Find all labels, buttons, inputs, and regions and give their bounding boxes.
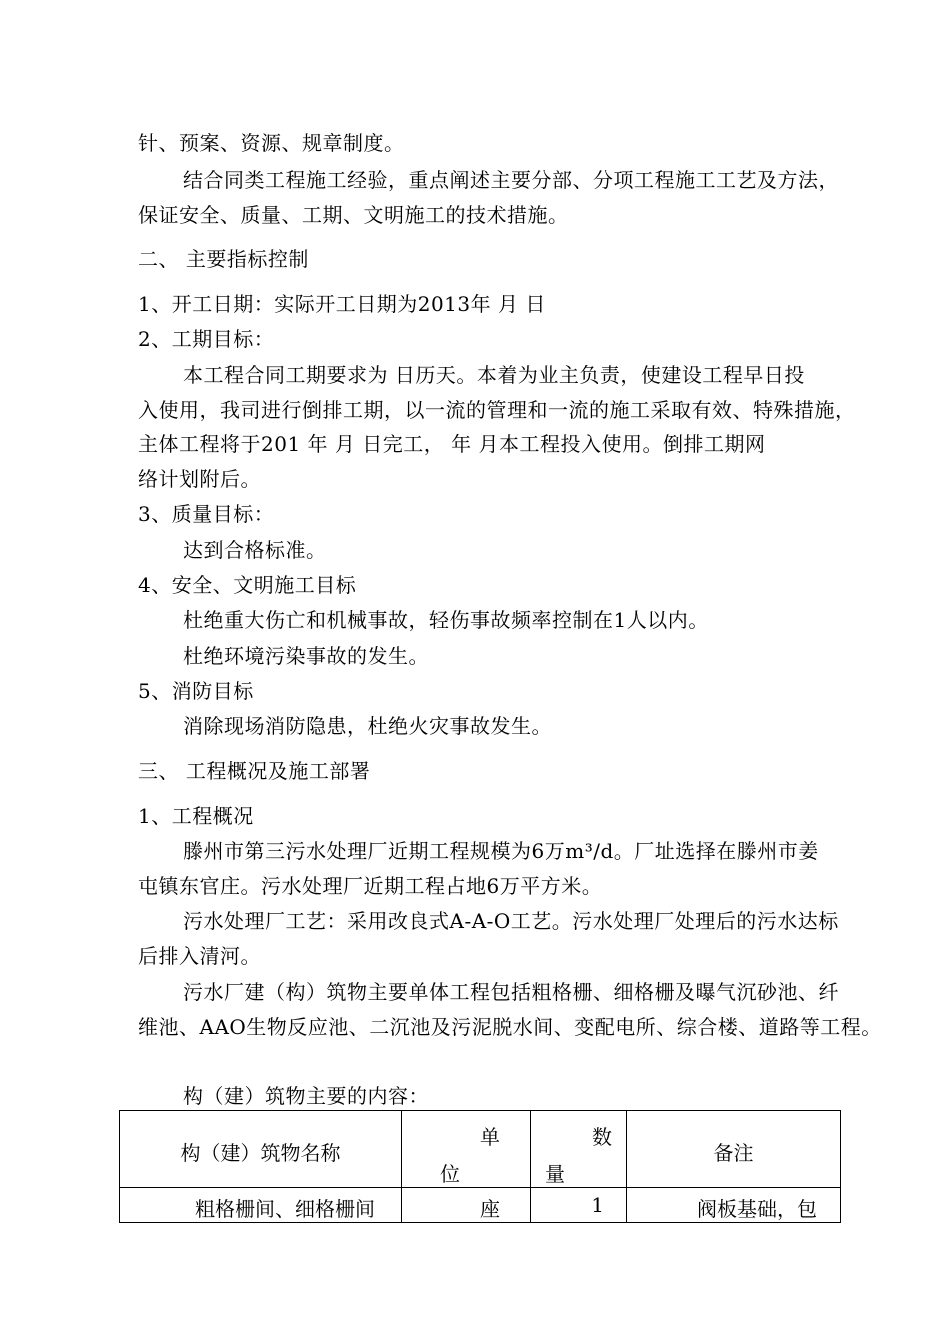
- row-note: 阀板基础，包: [697, 1197, 817, 1221]
- body-line: 针、预案、资源、规章制度。: [138, 131, 405, 155]
- row-name: 粗格栅间、细格栅间: [195, 1197, 375, 1221]
- table-row: [120, 1188, 841, 1223]
- body-line: 杜绝重大伤亡和机械事故，轻伤事故频率控制在1人以内。: [183, 608, 709, 632]
- body-line: 络计划附后。: [138, 467, 261, 491]
- body-line: 屯镇东官庄。污水处理厂近期工程占地6万平方米。: [138, 874, 603, 898]
- row-qty-cell: [531, 1188, 627, 1223]
- header-name: 构（建）筑物名称: [180, 1141, 341, 1165]
- body-line: 主体工程将于201 年 月 日完工， 年 月本工程投入使用。倒排工期网: [138, 432, 766, 456]
- header-note-cell: [627, 1111, 841, 1188]
- body-line: 本工程合同工期要求为 日历天。本着为业主负责，使建设工程早日投: [183, 363, 805, 387]
- body-line: 杜绝环境污染事故的发生。: [183, 644, 429, 668]
- header-note: 备注: [713, 1141, 754, 1165]
- section-heading: 二、 主要指标控制: [138, 247, 309, 271]
- body-line: 达到合格标准。: [183, 538, 327, 562]
- table-caption: 构（建）筑物主要的内容：: [183, 1084, 429, 1108]
- row-qty: 1: [591, 1193, 604, 1217]
- body-line: 污水厂建（构）筑物主要单体工程包括粗格栅、细格栅及曝气沉砂池、纤: [183, 980, 839, 1004]
- header-unit-part2: 位: [440, 1162, 460, 1186]
- header-name-cell: [120, 1111, 402, 1188]
- list-item: 4、安全、文明施工目标: [138, 573, 357, 597]
- list-item: 1、工程概况: [138, 804, 254, 828]
- section-heading: 三、 工程概况及施工部署: [138, 759, 371, 783]
- row-unit-cell: [402, 1188, 531, 1223]
- list-item: 3、质量目标：: [138, 502, 275, 526]
- list-item: 5、消防目标: [138, 679, 254, 703]
- body-line: 结合同类工程施工经验，重点阐述主要分部、分项工程施工工艺及方法，: [183, 168, 839, 192]
- body-line: 维池、AAO生物反应池、二沉池及污泥脱水间、变配电所、综合楼、道路等工程。: [138, 1015, 882, 1039]
- body-line: 保证安全、质量、工期、文明施工的技术措施。: [138, 203, 569, 227]
- list-item: 1、开工日期：实际开工日期为2013年 月 日: [138, 292, 546, 316]
- header-qty-cell: [531, 1111, 627, 1188]
- row-name-cell: [120, 1188, 402, 1223]
- header-unit-cell: [402, 1111, 531, 1188]
- header-qty-part1: 数: [592, 1125, 612, 1149]
- body-line: 消除现场消防隐患，杜绝火灾事故发生。: [183, 714, 552, 738]
- list-item: 2、工期目标：: [138, 327, 275, 351]
- header-unit-part1: 单: [480, 1125, 500, 1149]
- body-line: 入使用，我司进行倒排工期，以一流的管理和一流的施工采取有效、特殊措施，: [138, 398, 856, 422]
- body-line: 污水处理厂工艺：采用改良式A-A-O工艺。污水处理厂处理后的污水达标: [183, 909, 839, 933]
- body-line: 滕州市第三污水处理厂近期工程规模为6万m³/d。厂址选择在滕州市姜: [183, 839, 819, 863]
- header-qty-part2: 量: [545, 1162, 565, 1186]
- structures-table: [119, 1110, 841, 1223]
- body-line: 后排入清河。: [138, 944, 261, 968]
- row-note-cell: [627, 1188, 841, 1223]
- table-header-row: [120, 1111, 841, 1188]
- row-unit: 座: [480, 1197, 500, 1221]
